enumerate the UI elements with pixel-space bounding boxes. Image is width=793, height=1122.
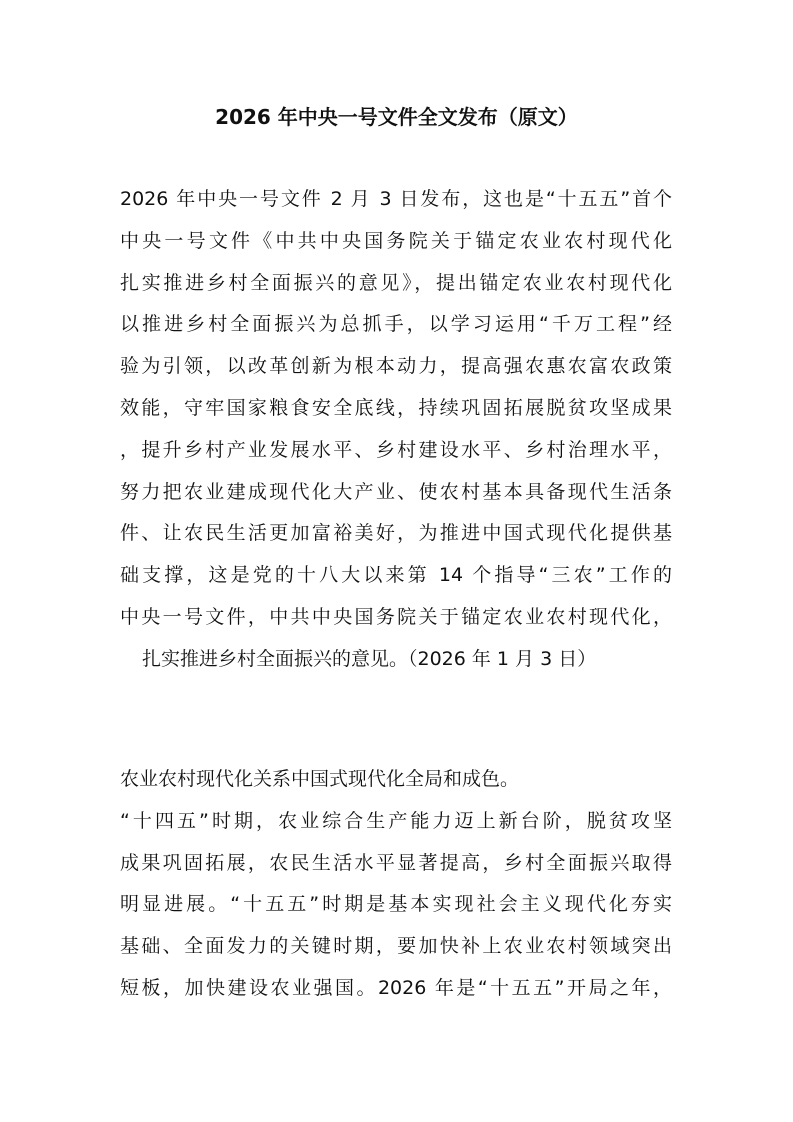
paragraph-line: “十四五”时期，农业综合生产能力迈上新台阶，脱贫攻坚 bbox=[120, 809, 672, 832]
paragraph-line: 件、让农民生活更加富裕美好，为推进中国式现代化提供基 bbox=[120, 522, 672, 545]
paragraph-line: 效能，守牢国家粮食安全底线，持续巩固拓展脱贫攻坚成果 bbox=[120, 396, 672, 419]
paragraph-line: 努力把农业建成现代化大产业、使农村基本具备现代生活条 bbox=[120, 480, 672, 503]
paragraph-line: 中央一号文件，中共中央国务院关于锚定农业农村现代化， bbox=[120, 605, 672, 628]
paragraph-line: 础支撑，这是党的十八大以来第 14 个指导“三农”工作的 bbox=[120, 564, 672, 587]
paragraph-line: 以推进乡村全面振兴为总抓手，以学习运用“千万工程”经 bbox=[120, 313, 672, 336]
document-title: 2026 年中央一号文件全文发布（原文） bbox=[215, 105, 578, 129]
paragraph-line: 基础、全面发力的关键时期，要加快补上农业农村领域突出 bbox=[120, 935, 672, 958]
paragraph-line: 成果巩固拓展，农民生活水平显著提高，乡村全面振兴取得 bbox=[120, 851, 672, 874]
paragraph-intro bbox=[120, 179, 672, 681]
paragraph-line: 扎实推进乡村全面振兴的意见》，提出锚定农业农村现代化 bbox=[120, 271, 672, 294]
paragraph-line: 2026 年中央一号文件 2 月 3 日发布，这也是“十五五”首个 bbox=[120, 188, 672, 210]
paragraph-line: ，提升乡村产业发展水平、乡村建设水平、乡村治理水平， bbox=[120, 438, 672, 461]
paragraph-line: 验为引领，以改革创新为根本动力，提高强农惠农富农政策 bbox=[120, 355, 672, 378]
paragraph-line: 明显进展。“十五五”时期是基本实现社会主义现代化夯实 bbox=[120, 893, 672, 916]
paragraph-line: 农业农村现代化关系中国式现代化全局和成色。 bbox=[120, 768, 520, 790]
paragraph-line: 中央一号文件《中共中央国务院关于锚定农业农村现代化 bbox=[120, 229, 672, 252]
paragraph-body bbox=[120, 759, 672, 1010]
paragraph-line: 扎实推进乡村全面振兴的意见。（2026 年 1 月 3 日） bbox=[142, 647, 597, 670]
paragraph-line: 短板，加快建设农业强国。2026 年是“十五五”开局之年， bbox=[120, 976, 672, 999]
